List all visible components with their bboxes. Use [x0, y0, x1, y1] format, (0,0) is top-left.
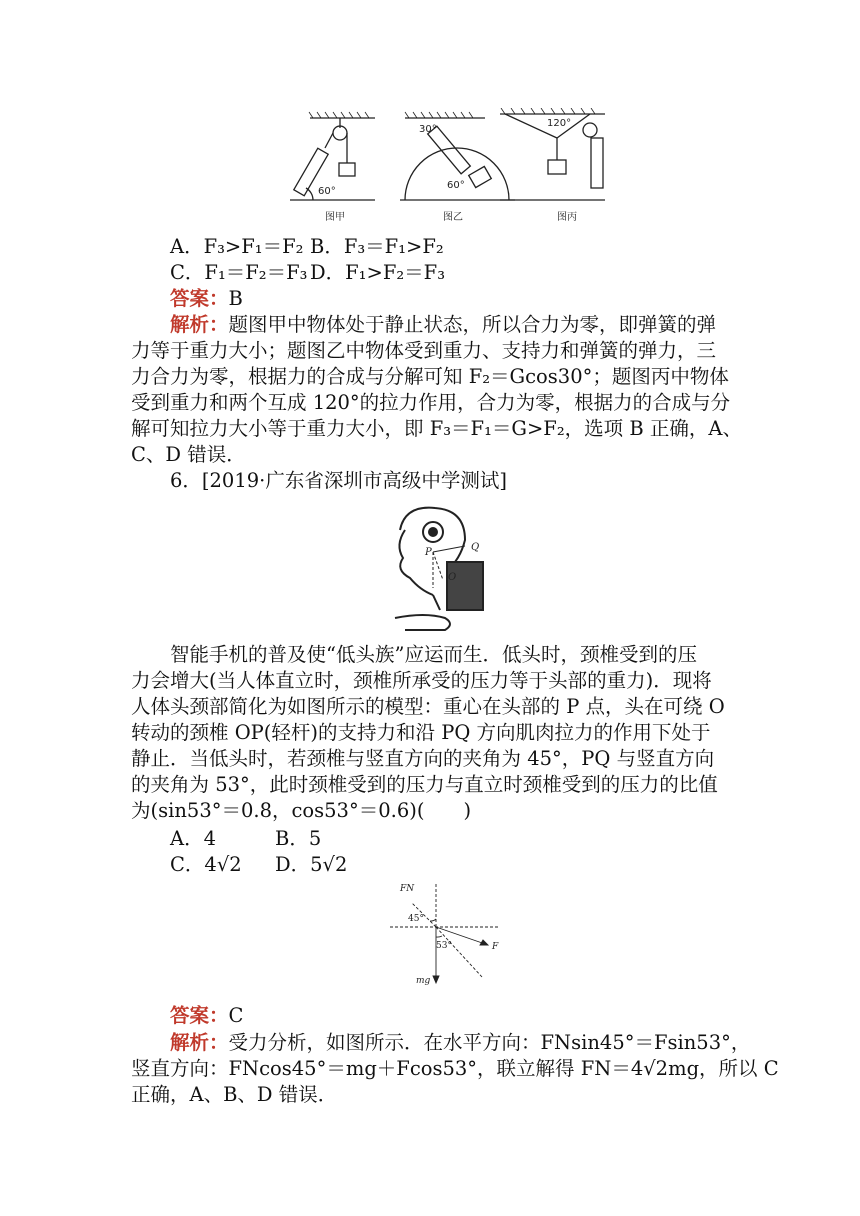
- q6-text-line: 转动的颈椎 OP(轻杆)的支持力和沿 PQ 方向肌肉拉力的作用下处于: [131, 721, 711, 744]
- angle-label: 120°: [547, 118, 572, 129]
- q6-answer: [170, 1003, 243, 1029]
- answer-label: 答案：: [170, 287, 229, 310]
- q6-analysis-line: 正确，A、B、D 错误．: [131, 1083, 338, 1106]
- answer-value: B: [228, 287, 243, 310]
- q5-answer: [170, 286, 243, 312]
- figure-force-diagram: [390, 875, 510, 995]
- label-o: O: [448, 572, 457, 583]
- q6-option-b: B．5: [275, 827, 322, 850]
- q5-option-a: A．F₃>F₁＝F₂: [170, 235, 304, 258]
- label-fn: FN: [400, 884, 415, 894]
- figure-spring-scales: [285, 108, 625, 226]
- answer-label: 答案：: [170, 1004, 229, 1027]
- q5-option-d: D．F₁>F₂＝F₃: [310, 261, 446, 284]
- q6-analysis-line: 解析：受力分析，如图所示．在水平方向：FNsin45°＝Fsin53°，: [170, 1031, 751, 1054]
- figure-head-neck: [385, 500, 485, 635]
- angle-label: 30°: [419, 124, 437, 135]
- answer-value: C: [228, 1004, 244, 1027]
- label-p: P: [425, 547, 432, 558]
- q6-text-line: 为(sin53°＝0.8，cos53°＝0.6)( ): [131, 799, 472, 822]
- q5-option-b: B．F₃＝F₁>F₂: [310, 235, 444, 258]
- label-45: 45°: [408, 914, 424, 924]
- caption-jia: 图甲: [325, 212, 345, 223]
- q5-analysis-line: 解可知拉力大小等于重力大小，即 F₃＝F₁＝G>F₂，选项 B 正确，A、: [131, 417, 742, 440]
- analysis-label: 解析：: [170, 313, 229, 336]
- label-q: Q: [471, 542, 480, 553]
- q6-analysis-line: 竖直方向：FNcos45°＝mg＋Fcos53°，联立解得 FN＝4√2mg，所以 C: [131, 1057, 779, 1080]
- q6-text-line: 静止．当低头时，若颈椎与竖直方向的夹角为 45°，PQ 与竖直方向: [131, 747, 715, 770]
- q5-option-c: C．F₁＝F₂＝F₃: [170, 261, 308, 284]
- q6-text-line: 智能手机的普及使“低头族”应运而生．低头时，颈椎受到的压: [170, 643, 697, 666]
- angle-label: 60°: [318, 186, 336, 197]
- q6-header: 6．[2019·广东省深圳市高级中学测试]: [170, 469, 507, 492]
- label-53: 53°: [436, 941, 452, 951]
- q6-text-line: 力会增大(当人体直立时，颈椎所承受的压力等于头部的重力)．现将: [131, 669, 712, 692]
- q6-text-line: 人体头颈部简化为如图所示的模型：重心在头部的 P 点，头在可绕 O: [131, 695, 725, 718]
- label-mg: mg: [416, 976, 431, 986]
- q6-text-line: 的夹角为 53°，此时颈椎受到的压力与直立时颈椎受到的压力的比值: [131, 773, 718, 796]
- analysis-label: 解析：: [170, 1031, 229, 1054]
- q5-analysis-line: C、D 错误．: [131, 443, 246, 466]
- label-f: F: [492, 942, 499, 952]
- q5-analysis-line: 力合力为零，根据力的合成与分解可知 F₂＝Gcos30°；题图丙中物体: [131, 365, 729, 388]
- q5-analysis-line: 解析：题图甲中物体处于静止状态，所以合力为零，即弹簧的弹: [170, 313, 717, 336]
- q6-option-c: C．4√2: [170, 853, 242, 876]
- caption-yi: 图乙: [443, 212, 463, 223]
- q6-option-a: A．4: [170, 827, 216, 850]
- q6-option-d: D．5√2: [275, 853, 348, 876]
- angle-label: 60°: [447, 180, 465, 191]
- caption-bing: 图丙: [557, 212, 577, 223]
- q5-analysis-line: 力等于重力大小；题图乙中物体受到重力、支持力和弹簧的弹力，三: [131, 339, 717, 362]
- q5-analysis-line: 受到重力和两个互成 120°的拉力作用，合力为零，根据力的合成与分: [131, 391, 731, 414]
